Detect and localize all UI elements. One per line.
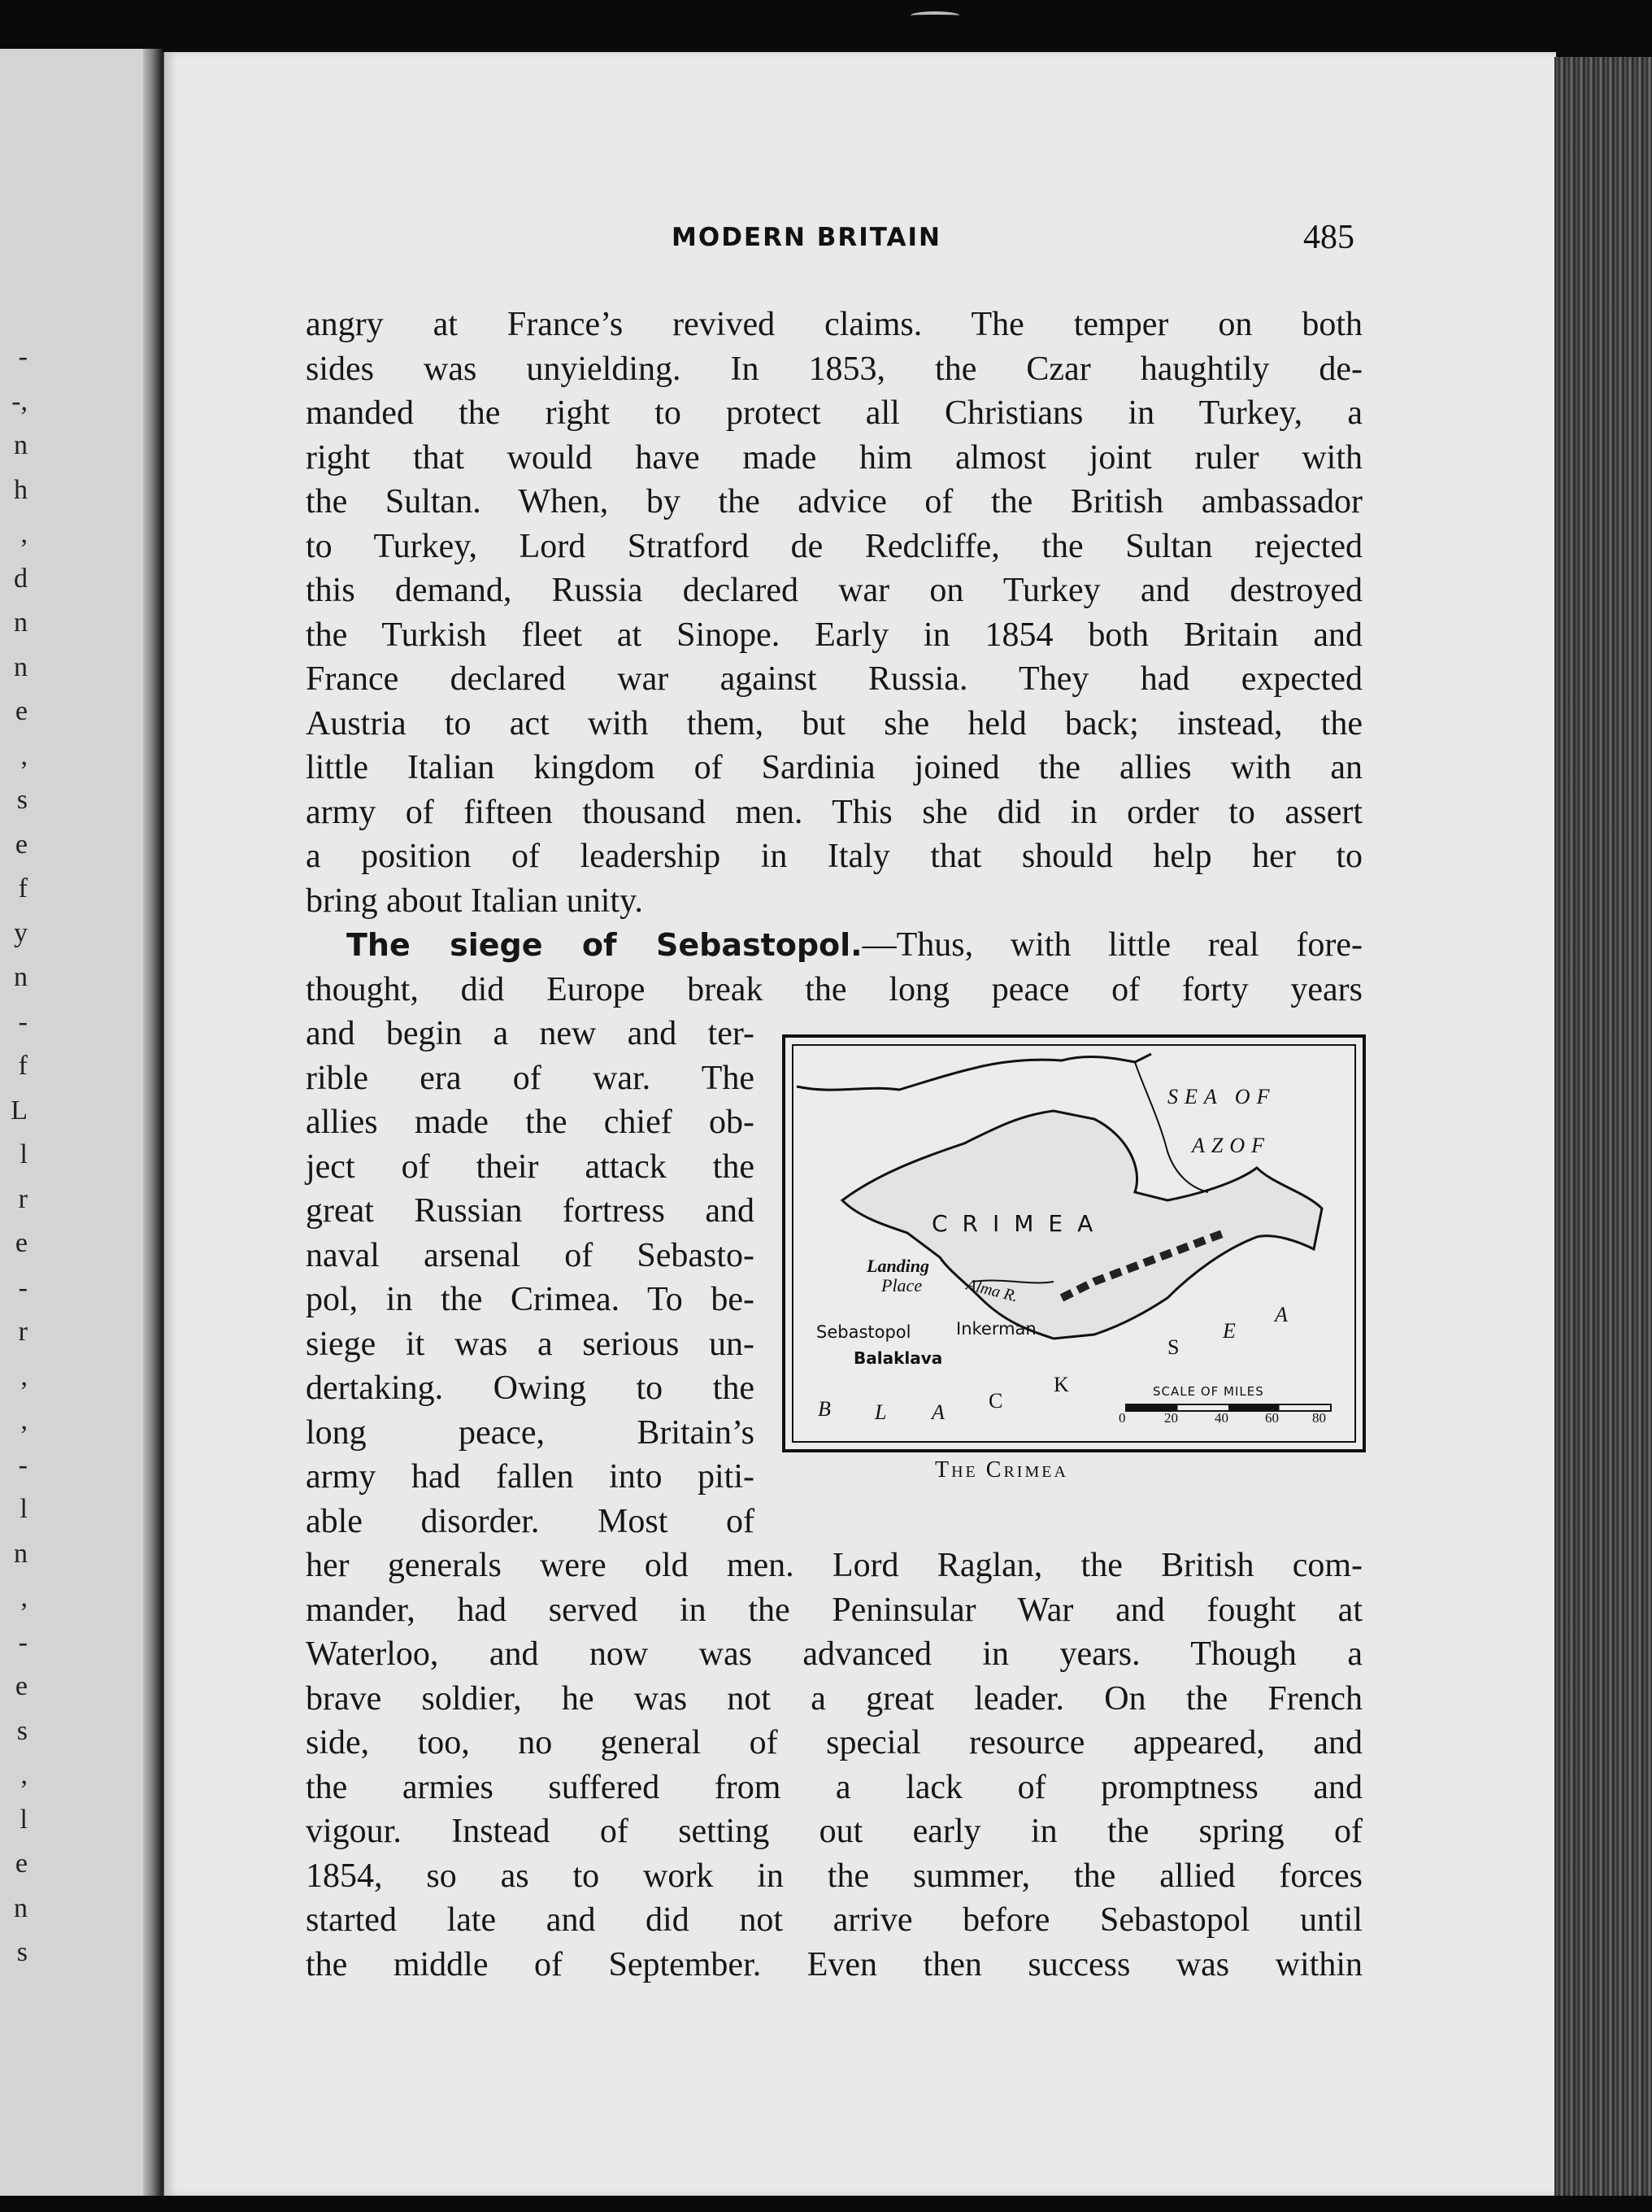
left-page-fragment: f [18, 1051, 28, 1081]
book-gutter [143, 49, 163, 2196]
crimea-map [782, 1034, 1366, 1452]
scale-tick-40: 40 [1215, 1410, 1228, 1426]
black-label-c: C [989, 1389, 1003, 1413]
paragraph-line: mander, had served in the Peninsular War and fought at [306, 1591, 1363, 1629]
left-page-fragment: s [16, 785, 28, 815]
left-page-fragment: , [20, 519, 28, 549]
paragraph-line: started late and did not arrive before Sebastopol until [306, 1901, 1363, 1939]
left-page-fragment: e [15, 1671, 28, 1701]
alma-label: Alma R. [964, 1275, 1020, 1306]
paragraph-line: and begin a new and ter- [306, 1015, 754, 1052]
scale-tick-0: 0 [1119, 1410, 1126, 1426]
left-page-fragment: , [20, 1760, 28, 1790]
left-page-fragment: s [16, 1937, 28, 1967]
sea-of-azof-label-2: AZOF [1192, 1134, 1271, 1157]
left-page-fragment: f [18, 873, 28, 904]
left-page-fragment: , [20, 1361, 28, 1391]
left-page-fragment: - [18, 1449, 28, 1480]
crimea-label: CRIMEA [932, 1210, 1108, 1237]
left-page-fragment: h [14, 474, 28, 505]
scale-tick-20: 20 [1164, 1410, 1178, 1426]
section-heading-rest: —Thus, with little real fore- [862, 926, 1363, 964]
paragraph-line: naval arsenal of Sebasto- [306, 1236, 754, 1274]
left-page-fragment: n [14, 1892, 28, 1923]
left-page-fragment: - [18, 1006, 28, 1037]
sea-label-e: E [1223, 1319, 1236, 1343]
left-page-fragment: n [14, 1538, 28, 1569]
sea-of-azof-label-1: SEA OF [1167, 1085, 1276, 1108]
page-stack-edge [1554, 57, 1652, 2196]
left-page-fragment: d [14, 563, 28, 594]
landing-place-label-1: Landing [867, 1256, 930, 1276]
running-title: MODERN BRITAIN [672, 223, 941, 252]
paragraph-line: able disorder. Most of [306, 1502, 754, 1540]
left-page-fragment: e [15, 829, 28, 860]
paragraph-line: Waterloo, and now was advanced in years. Though a [306, 1635, 1363, 1673]
left-page-edge [0, 49, 156, 2196]
paragraph-line: 1854, so as to work in the summer, the allied forces [306, 1857, 1363, 1895]
paragraph-line: army had fallen into piti- [306, 1458, 754, 1496]
paragraph-line: little Italian kingdom of Sardinia joined the allies with an [306, 749, 1363, 786]
left-page-fragment: -, [11, 385, 28, 416]
paragraph-line: her generals were old men. Lord Raglan, the British com- [306, 1547, 1363, 1584]
left-page-fragment: n [14, 430, 28, 460]
black-label-b: B [818, 1397, 831, 1421]
left-page-fragment: s [16, 1715, 28, 1746]
paragraph-line: pol, in the Crimea. To be- [306, 1281, 754, 1318]
left-page-fragment: r [18, 1183, 28, 1214]
paragraph-line: the armies suffered from a lack of promptness and [306, 1768, 1363, 1806]
paragraph-line: a position of leadership in Italy that should help her to [306, 838, 1363, 875]
inkerman-label: Inkerman [956, 1319, 1037, 1339]
paragraph-line: angry at France’s revived claims. The temper on both [306, 306, 1363, 343]
paragraph-line: this demand, Russia declared war on Turkey and destroyed [306, 572, 1363, 609]
paragraph-line: allies made the chief ob- [306, 1104, 754, 1141]
left-page-fragment: - [18, 342, 28, 372]
page-number: 485 [1303, 219, 1354, 256]
paragraph-line: Austria to act with them, but she held back; instead, the [306, 704, 1363, 742]
left-page-fragment: , [20, 1583, 28, 1613]
paragraph-line: the Turkish fleet at Sinope. Early in 1854 both Britain and [306, 616, 1363, 654]
landing-place-label-2: Place [881, 1275, 923, 1295]
left-page-fragment: L [11, 1095, 28, 1126]
left-page-fragment: - [18, 1272, 28, 1303]
paragraph-line: dertaking. Owing to the [306, 1369, 754, 1407]
scale-title: SCALE OF MILES [1153, 1384, 1264, 1399]
paragraph-line: ject of their attack the [306, 1147, 754, 1186]
paragraph-line: manded the right to protect all Christians in Turkey, a [306, 394, 1363, 432]
sebastopol-label: Sebastopol [816, 1322, 911, 1342]
left-page-fragment: l [20, 1494, 28, 1524]
paragraph-line: siege it was a serious un- [306, 1325, 754, 1363]
scale-bar [1125, 1404, 1332, 1412]
left-page-fragment: e [15, 1848, 28, 1879]
map-drawing [785, 1038, 1363, 1449]
paragraph-line [306, 923, 1363, 967]
left-page-fragment: e [15, 1228, 28, 1258]
sea-label-a: A [1275, 1303, 1288, 1326]
map-caption: The Crimea [935, 1457, 1068, 1483]
black-label-l: L [875, 1400, 887, 1424]
paragraph-line: army of fifteen thousand men. This she did in order to assert [306, 793, 1363, 831]
scale-tick-80: 80 [1312, 1410, 1326, 1426]
left-page-fragments [0, 49, 33, 2196]
paragraph-line: long peace, Britain’s [306, 1413, 754, 1452]
left-page-fragment: , [20, 1405, 28, 1435]
paragraph-line: side, too, no general of special resource appeared, and [306, 1724, 1363, 1761]
sea-label-s: S [1167, 1335, 1180, 1359]
paragraph-line: sides was unyielding. In 1853, the Czar haughtily de- [306, 350, 1363, 388]
black-label-a: A [932, 1400, 945, 1424]
left-page-fragment: n [14, 607, 28, 638]
black-label-k: K [1054, 1373, 1069, 1396]
left-page-fragment: , [20, 740, 28, 771]
balaklava-label: Balaklava [854, 1348, 943, 1368]
paragraph-line: to Turkey, Lord Stratford de Redcliffe, the Sultan rejected [306, 527, 1363, 565]
scale-tick-60: 60 [1265, 1410, 1279, 1426]
paragraph-line: right that would have made him almost joint ruler with [306, 438, 1363, 477]
paragraph-line: thought, did Europe break the long peace of forty years [306, 970, 1363, 1008]
left-page-fragment: l [20, 1804, 28, 1835]
left-page-fragment: y [14, 917, 28, 948]
paragraph-line: the middle of September. Even then success was within [306, 1945, 1363, 1983]
paragraph-line: vigour. Instead of setting out early in the spring of [306, 1813, 1363, 1850]
left-page-fragment: - [18, 1626, 28, 1657]
paragraph-line: rible era of war. The [306, 1059, 754, 1097]
left-page-fragment: e [15, 696, 28, 726]
paragraph-line: great Russian fortress and [306, 1192, 754, 1230]
page-header [306, 218, 1363, 267]
left-page-fragment: l [20, 1139, 28, 1169]
mainland-coast [797, 1054, 1151, 1090]
kerch-coast [1135, 1062, 1208, 1192]
left-page-fragment: r [18, 1317, 28, 1347]
paragraph-line: the Sultan. When, by the advice of the British ambassador [306, 483, 1363, 520]
section-heading: The siege of Sebastopol. [346, 927, 863, 963]
left-page-fragment: n [14, 651, 28, 682]
left-page-fragment: n [14, 962, 28, 992]
top-scan-mark [911, 11, 959, 20]
paragraph-line: brave soldier, he was not a great leader. On the French [306, 1679, 1363, 1718]
paragraph-line: France declared war against Russia. They had expected [306, 660, 1363, 698]
paragraph-line: bring about Italian unity. [306, 882, 643, 920]
